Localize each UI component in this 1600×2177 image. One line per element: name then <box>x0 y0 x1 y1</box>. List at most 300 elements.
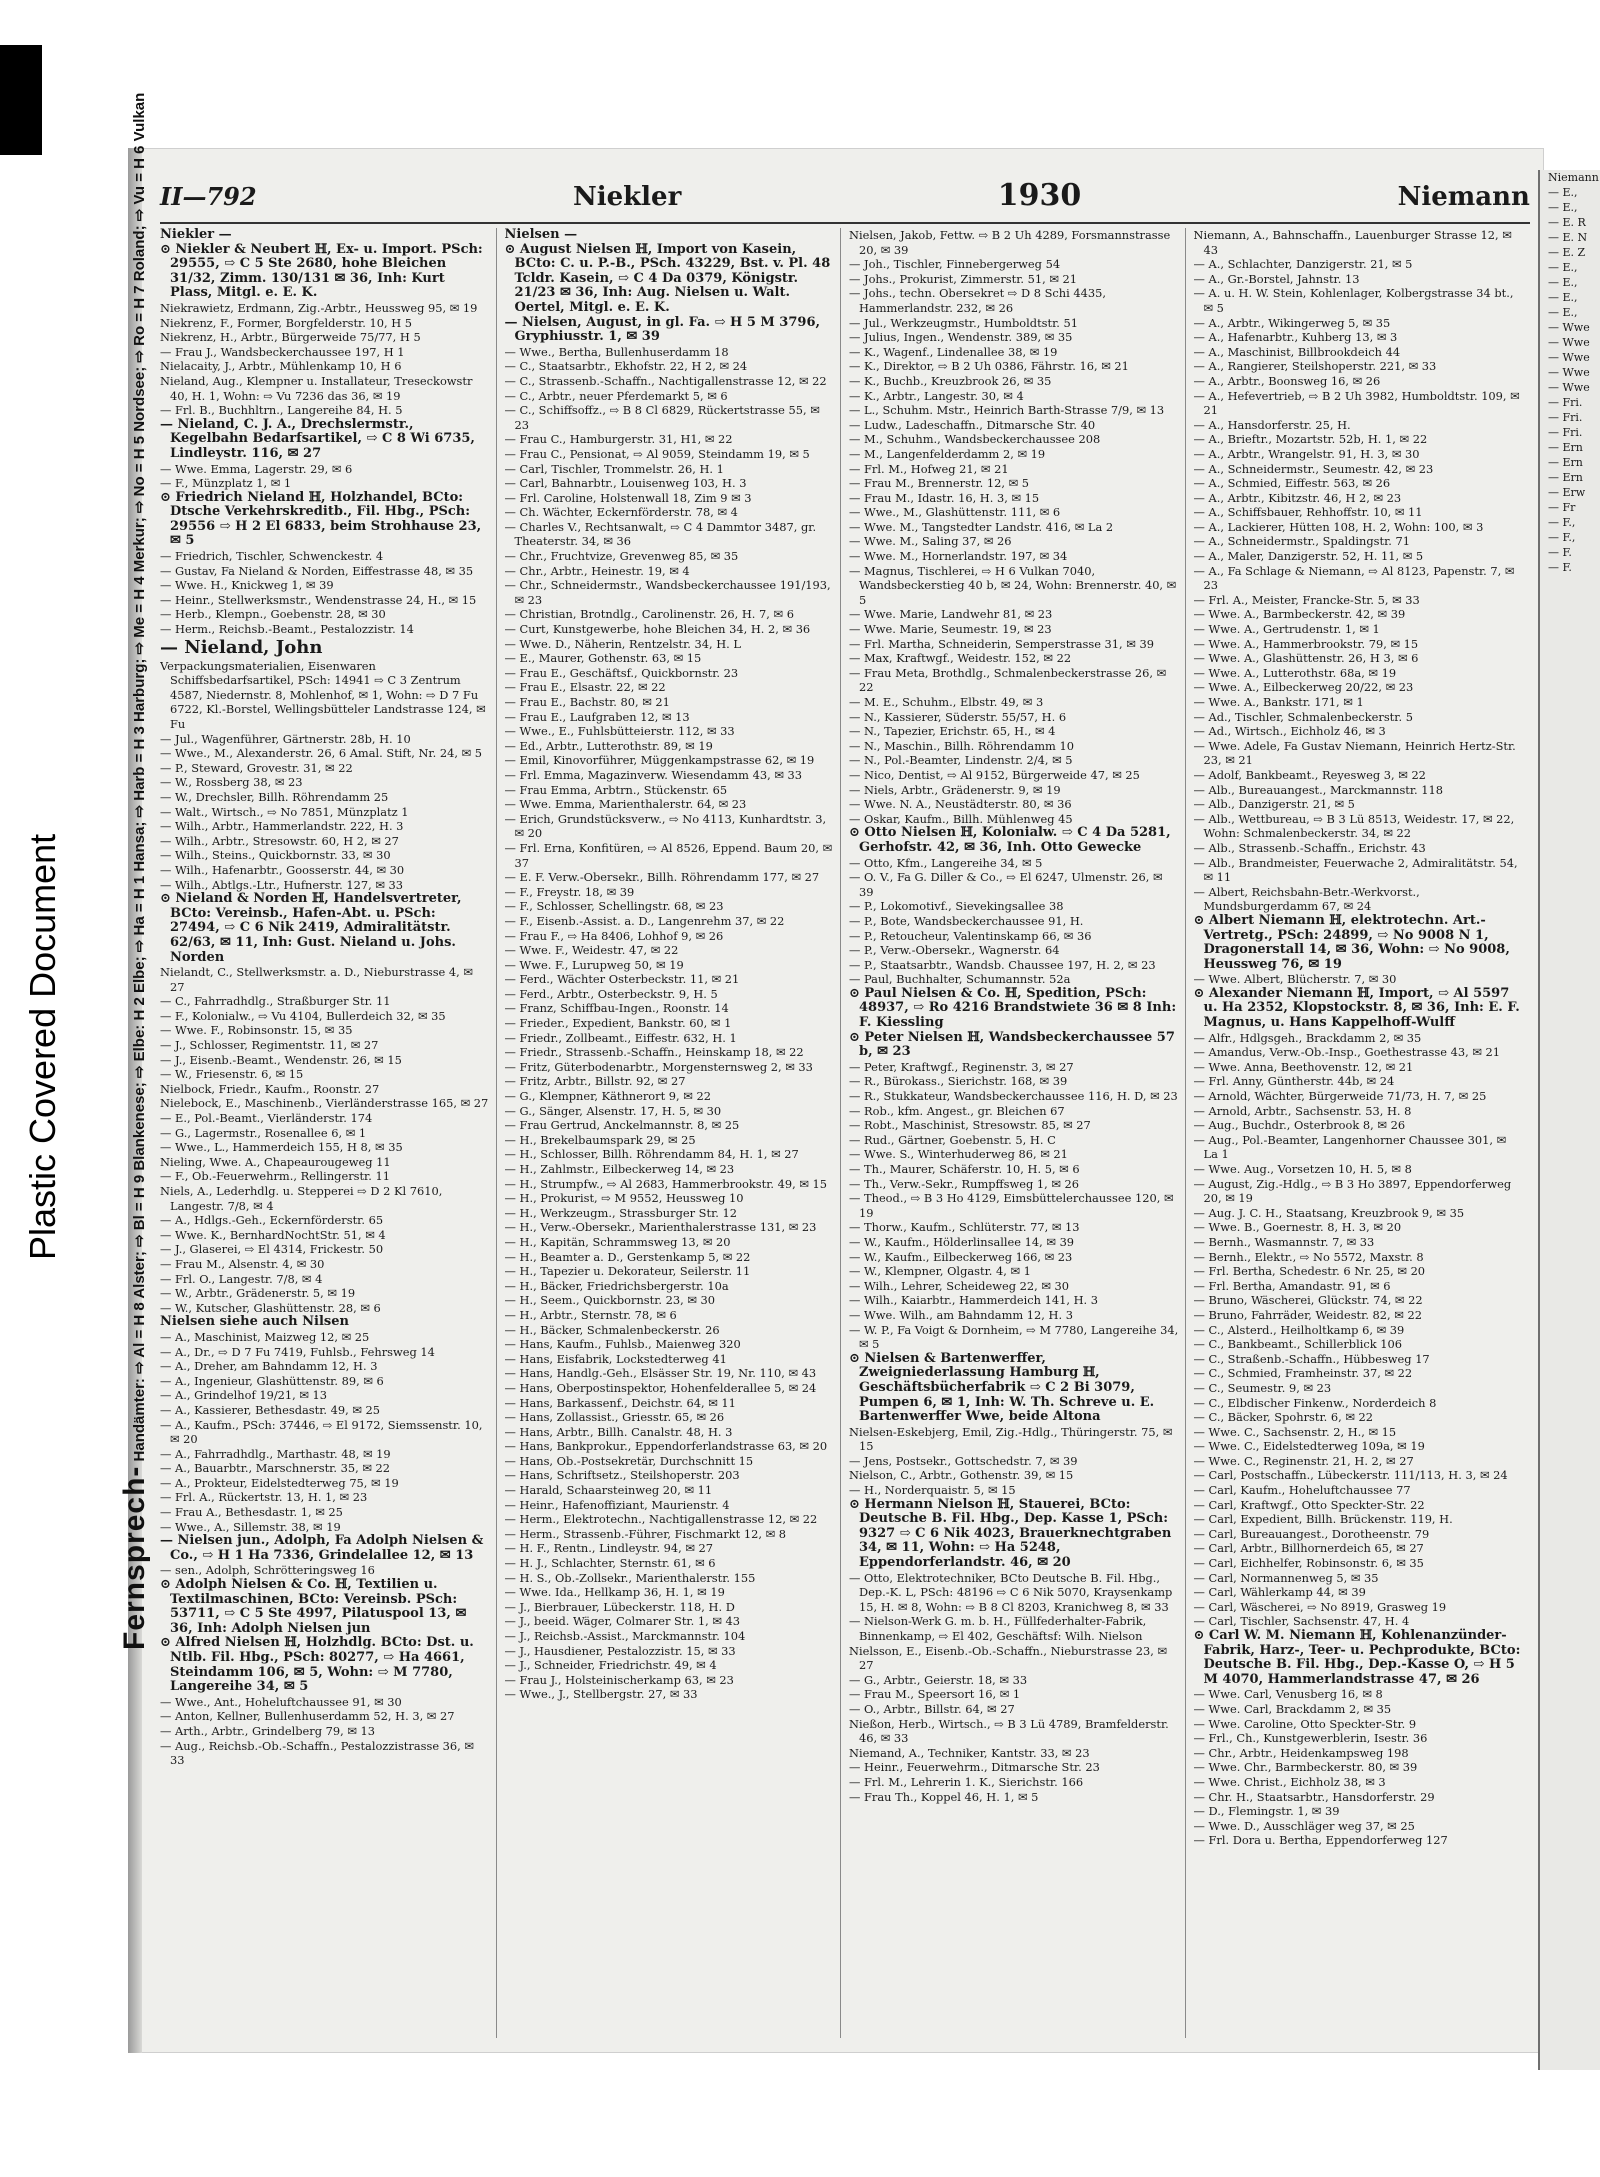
directory-entry: — M. E., Schuhm., Elbstr. 49, ✉ 3 <box>849 695 1044 709</box>
directory-entry: — Chr., Arbtr., Heinestr. 19, ✉ 4 <box>504 563 690 578</box>
directory-entry: Nielsen-Eskebjerg, Emil, Zig.-Hdlg., Thüringerstr. 75, ✉ 15 <box>849 1424 1173 1454</box>
directory-entry: — Robt., Maschinist, Stresowstr. 85, ✉ 27 <box>849 1118 1091 1133</box>
directory-entry: — Heinr., Hafenoffiziant, Maurienstr. 4 <box>504 1497 730 1512</box>
directory-entry: — O., Arbtr., Billstr. 64, ✉ 27 <box>849 1701 1015 1716</box>
directory-entry: — C., Schmied, Framheinstr. 37, ✉ 22 <box>1193 1366 1413 1381</box>
directory-entry: — H., Tapezier u. Dekorateur, Seilerstr. 11 <box>504 1264 751 1279</box>
directory-entry: — C., Bankbeamt., Schillerblick 106 <box>1193 1337 1403 1352</box>
directory-entry: — Nielsen, August, in gl. Fa. ⇨ H 5 M 3796, Gryphiusstr. 1, ✉ 39 <box>504 314 821 345</box>
directory-entry: — F., Kolonialw., ⇨ Vu 4104, Bullerdeich 32, ✉ 35 <box>160 1008 446 1023</box>
directory-entry: — Frau M., Brennerstr. 12, ✉ 5 <box>849 476 1030 491</box>
directory-entry: — Frau Th., Koppel 46, H. 1, ✉ 5 <box>849 1789 1039 1804</box>
guide-word-left: Niekler <box>572 182 682 212</box>
directory-entry: — A., Brieftr., Mozartstr. 52b, H. 1, ✉ 22 <box>1193 432 1428 447</box>
directory-entry: — A., Rangierer, Steilshoperstr. 221, ✉ 33 <box>1193 359 1437 374</box>
directory-entry: — Rob., kfm. Angest., gr. Bleichen 67 <box>849 1103 1065 1118</box>
directory-entry: — Rud., Gärtner, Goebenstr. 5, H. C <box>849 1132 1056 1147</box>
next-page-fragment: — F. <box>1548 546 1572 559</box>
directory-entry: Niekrenz, F., Former, Borgfelderstr. 10, H 5 <box>160 315 413 330</box>
directory-entry: — Alb., Strassenb.-Schaffn., Erichstr. 43 <box>1193 840 1426 855</box>
directory-entry: — F., Schlosser, Schellingstr. 68, ✉ 23 <box>504 899 724 914</box>
directory-entry: — Bernh., Wasmannstr. 7, ✉ 33 <box>1193 1234 1375 1249</box>
next-page-fragment: — F. <box>1548 561 1572 574</box>
directory-entry: — August, Zig.-Hdlg., ⇨ B 3 Ho 3897, Eppendorferweg 20, ✉ 19 <box>1193 1176 1512 1206</box>
directory-entry: — Nieland, John <box>160 636 323 658</box>
directory-entry: — Wwe. Anna, Beethovenstr. 12, ✉ 21 <box>1193 1059 1414 1074</box>
directory-entry: — Adolf, Bankbeamt., Reyesweg 3, ✉ 22 <box>1193 767 1426 782</box>
directory-entry: — Bernh., Elektr., ⇨ No 5572, Maxstr. 8 <box>1193 1249 1424 1264</box>
next-page-fragment: — Wwe <box>1548 321 1590 334</box>
directory-entry: — Wwe. Chr., Barmbeckerstr. 80, ✉ 39 <box>1193 1760 1418 1775</box>
directory-entry: — Wilh., Kaiarbtr., Hammerdeich 141, H. 3 <box>849 1293 1099 1308</box>
directory-entry: — R., Stukkateur, Wandsbeckerchaussee 116, H. D, ✉ 23 <box>849 1089 1178 1104</box>
directory-entry: — A., Hafenarbtr., Kuhberg 13, ✉ 3 <box>1193 330 1398 345</box>
scan-edge-block <box>0 45 42 155</box>
directory-entry: — A., Dreher, am Bahndamm 12, H. 3 <box>160 1359 378 1374</box>
directory-entry: — H., Bäcker, Schmalenbeckerstr. 26 <box>504 1322 720 1337</box>
directory-entry: — C., Straßenb.-Schaffn., Hübbesweg 17 <box>1193 1351 1430 1366</box>
directory-entry: — H., Zahlmstr., Eilbeckerweg 14, ✉ 23 <box>504 1162 735 1176</box>
directory-entry: — Carl, Wählerkamp 44, ✉ 39 <box>1193 1585 1366 1600</box>
next-page-fragment: — Wwe <box>1548 381 1590 394</box>
directory-entry: — A., Gr.-Borstel, Jahnstr. 13 <box>1193 271 1360 286</box>
next-page-fragment: — Fri. <box>1548 396 1583 409</box>
directory-entry: — K., Buchb., Kreuzbrook 26, ✉ 35 <box>849 373 1052 388</box>
directory-entry: — Frau F., ⇨ Ha 8406, Lohhof 9, ✉ 26 <box>504 928 724 943</box>
directory-entry: — Frau E., Bachstr. 80, ✉ 21 <box>504 695 670 709</box>
directory-entry: — Alfr., Hdlgsgeh., Brackdamm 2, ✉ 35 <box>1193 1030 1422 1045</box>
directory-entry: — Wilh., Arbtr., Hammerlandstr. 222, H. 3 <box>160 819 404 834</box>
directory-entry: Nielsen siehe auch Nilsen <box>160 1314 349 1330</box>
next-page-fragment: — E., <box>1548 261 1578 274</box>
directory-entry: — C., Strassenb.-Schaffn., Nachtigallenstrasse 12, ✉ 22 <box>504 373 827 388</box>
directory-entry: Verpackungsmaterialien, Eisenwaren Schiffsbedarfsartikel, PSch: 14941 ⇨ C 3 Zentrum 4587, Niedernstr. 8, Mohlenhof, ✉ 1, Wohn: ⇨ D 7 Fu 6722, Kl.-Borstel, Wellingsbütteler Landstrasse 124, ✉ Fu <box>160 658 486 731</box>
directory-entry: — Wwe. A., Glashüttenstr. 26, H 3, ✉ 6 <box>1193 651 1419 666</box>
directory-entry: — Frl. A., Rückertstr. 13, H. 1, ✉ 23 <box>160 1490 368 1505</box>
directory-entry: — Frl., Ch., Kunstgewerblerin, Isestr. 36 <box>1193 1731 1428 1746</box>
directory-entry: — Wwe. A., Barmbeckerstr. 42, ✉ 39 <box>1193 607 1406 622</box>
directory-entry: — Jul., Wagenführer, Gärtnerstr. 28b, H. 10 <box>160 731 411 746</box>
directory-entry: — Hans, Zollassist., Griesstr. 65, ✉ 26 <box>504 1410 725 1425</box>
directory-entry: — Hans, Bankprokur., Eppendorferlandstrasse 63, ✉ 20 <box>504 1439 828 1454</box>
directory-entry: — Friedr., Zollbeamt., Eiffestr. 632, H. 1 <box>504 1030 737 1045</box>
directory-entry: — Carl, Expedient, Billh. Brückenstr. 119, H. <box>1193 1512 1453 1527</box>
directory-entry: — Chr., Schneidermstr., Wandsbeckerchaussee 191/193, ✉ 23 <box>504 578 831 607</box>
directory-entry: — P., Steward, Grovestr. 31, ✉ 22 <box>160 760 353 775</box>
directory-entry: — A., Fa Schlage & Niemann, ⇨ Al 8123, Papenstr. 7, ✉ 23 <box>1193 563 1515 593</box>
directory-entry: — C., Seumestr. 9, ✉ 23 <box>1193 1380 1332 1395</box>
next-page-fragment: — E., <box>1548 291 1578 304</box>
directory-entry: — A., Kaufm., PSch: 37446, ⇨ El 9172, Siemssenstr. 10, ✉ 20 <box>160 1417 483 1447</box>
directory-entry: — G., Sänger, Alsenstr. 17, H. 5, ✉ 30 <box>504 1103 722 1118</box>
next-page-fragment: — Ern <box>1548 456 1583 469</box>
directory-entry: — Frau C., Hamburgerstr. 31, H1, ✉ 22 <box>504 432 733 447</box>
side-label: Plastic Covered Document <box>22 833 63 1260</box>
directory-entry: — Peter, Kraftwgf., Reginenstr. 3, ✉ 27 <box>849 1059 1074 1074</box>
directory-entry: — G., Klempner, Käthnerort 9, ✉ 22 <box>504 1089 711 1104</box>
directory-entry: Nießon, Herb., Wirtsch., ⇨ B 3 Lü 4789, Bramfelderstr. 46, ✉ 33 <box>849 1716 1169 1746</box>
directory-entry: — Frieder., Expedient, Bankstr. 60, ✉ 1 <box>504 1016 732 1031</box>
directory-entry: — Paul, Buchhalter, Schumannstr. 52a <box>849 972 1071 987</box>
directory-entry: — Julius, Ingen., Wendenstr. 389, ✉ 35 <box>849 330 1073 345</box>
directory-entry: — H. S., Ob.-Zollsekr., Marienthalerstr. 155 <box>504 1570 756 1585</box>
year: 1930 <box>997 178 1082 213</box>
directory-entry: — Hans, Kaufm., Fuhlsb., Maienweg 320 <box>504 1337 741 1352</box>
directory-entry: ⊙ Carl W. M. Niemann ℍ, Kohlenanzünder-Fabrik, Harz-, Teer- u. Pechprodukte, BCto: Deutsche B. Fil. Hbg., Dep.-Kasse O, ⇨ H 5 M 4070, Hammerlandstrasse 47, ✉ 26 <box>1193 1628 1521 1687</box>
next-page-fragment: — Erw <box>1548 486 1586 499</box>
next-page-fragment: — E. Z <box>1548 246 1586 259</box>
next-page-fragment: — E. R <box>1548 216 1586 229</box>
directory-entry: — Hans, Arbtr., Billh. Canalstr. 48, H. 3 <box>504 1424 733 1439</box>
directory-entry: — W., Klempner, Olgastr. 4, ✉ 1 <box>849 1264 1031 1279</box>
directory-entry: — Hans, Ob.-Postsekretär, Durchschnitt 15 <box>504 1453 754 1468</box>
directory-entry: — Carl, Arbtr., Billhornerdeich 65, ✉ 27 <box>1193 1541 1424 1556</box>
directory-entry: — Otto, Kfm., Langereihe 34, ✉ 5 <box>849 855 1043 870</box>
directory-entry: — Wwe., Ant., Hoheluftchaussee 91, ✉ 30 <box>160 1694 402 1709</box>
directory-entry: — Chr. H., Staatsarbtr., Hansdorferstr. 29 <box>1193 1789 1435 1804</box>
next-page-fragment: — F., <box>1548 531 1576 544</box>
directory-entry: — F., Eisenb.-Assist. a. D., Langenrehm 37, ✉ 22 <box>504 913 785 928</box>
directory-entry: — Nielsen jun., Adolph, Fa Adolph Nielsen & Co., ⇨ H 1 Ha 7336, Grindelallee 12, ✉ 13 <box>160 1533 484 1563</box>
directory-entry: — N., Tapezier, Erichstr. 65, H., ✉ 4 <box>849 724 1056 739</box>
directory-entry: — M., Schuhm., Wandsbeckerchaussee 208 <box>849 432 1101 447</box>
directory-entry: — Wwe. Emma, Lagerstr. 29, ✉ 6 <box>160 461 353 476</box>
directory-entry: — P., Lokomotivf., Sievekingsallee 38 <box>849 899 1064 914</box>
directory-entry: — Aug. J. C. H., Staatsang, Kreuzbrook 9, ✉ 35 <box>1193 1205 1465 1220</box>
next-page-fragment: — Fri. <box>1548 426 1583 439</box>
directory-entry: — Wwe., J., Stellbergstr. 27, ✉ 33 <box>504 1687 698 1702</box>
directory-entry: — Frau J., Holsteinischerkamp 63, ✉ 23 <box>504 1672 734 1687</box>
directory-entry: — W., Friesenstr. 6, ✉ 15 <box>160 1067 304 1082</box>
directory-entry: — C., Fahrradhdlg., Straßburger Str. 11 <box>160 994 391 1009</box>
directory-entry: Nieling, Wwe. A., Chapeaurougeweg 11 <box>160 1154 391 1169</box>
directory-entry: — A., Prokteur, Eidelstedterweg 75, ✉ 19 <box>160 1475 399 1490</box>
directory-entry: — Wilh., Hafenarbtr., Goosserstr. 44, ✉ 30 <box>160 862 405 877</box>
directory-entry: — C., Elbdischer Finkenw., Norderdeich 8 <box>1193 1395 1437 1410</box>
directory-entry: — Herm., Strassenb.-Führer, Fischmarkt 12, ✉ 8 <box>504 1526 787 1541</box>
directory-entry: — Johs., Prokurist, Zimmerstr. 51, ✉ 21 <box>849 271 1078 286</box>
directory-entry: — A., Schneidermstr., Seumestr. 42, ✉ 23 <box>1193 461 1434 476</box>
gutter-phone-legend <box>118 93 152 1650</box>
directory-entry: — Hans, Schriftsetz., Steilshoperstr. 203 <box>504 1468 740 1483</box>
directory-entry: — C., Arbtr., neuer Pferdemarkt 5, ✉ 6 <box>504 388 728 403</box>
next-page-fragment: — Wwe <box>1548 366 1590 379</box>
directory-entry: — Wwe. M., Saling 37, ✉ 26 <box>849 534 1012 549</box>
directory-entry: — A., Schlachter, Danzigerstr. 21, ✉ 5 <box>1193 257 1413 272</box>
directory-entry: — Arnold, Wächter, Bürgerweide 71/73, H. 7, ✉ 25 <box>1193 1089 1487 1104</box>
directory-entry: — Chr., Arbtr., Heidenkampsweg 198 <box>1193 1745 1409 1760</box>
directory-entry: — Wwe. K., BernhardNochtStr. 51, ✉ 4 <box>160 1227 386 1242</box>
directory-entry: — Amandus, Verw.-Ob.-Insp., Goethestrasse 43, ✉ 21 <box>1193 1045 1501 1060</box>
directory-entry: — Frau A., Bethesdastr. 1, ✉ 25 <box>160 1505 343 1520</box>
directory-entry: — Johs., techn. Obersekret ⇨ D 8 Schi 4435, Hammerlandstr. 232, ✉ 26 <box>849 286 1106 315</box>
directory-entry: — N., Kassierer, Süderstr. 55/57, H. 6 <box>849 709 1067 724</box>
directory-entry: — P., Bote, Wandsbeckerchaussee 91, H. <box>849 913 1084 928</box>
directory-entry: — Herm., Elektrotechn., Nachtigallenstrasse 12, ✉ 22 <box>504 1512 818 1527</box>
directory-entry: — Charles V., Rechtsanwalt, ⇨ C 4 Dammtor 3487, gr. Theaterstr. 34, ✉ 36 <box>504 519 817 549</box>
directory-entry: — F., Freystr. 18, ✉ 39 <box>504 884 635 899</box>
directory-entry: — Carl, Bureauangest., Dorotheenstr. 79 <box>1193 1526 1430 1541</box>
directory-entry: — Friedr., Strassenb.-Schaffn., Heinskamp 18, ✉ 22 <box>504 1045 804 1060</box>
directory-entry: — A., Hansdorferstr. 25, H. <box>1193 417 1351 432</box>
directory-entry: — K., Arbtr., Langestr. 30, ✉ 4 <box>849 388 1024 403</box>
directory-entry: — Alb., Wettbureau, ⇨ B 3 Lü 8513, Weidestr. 17, ✉ 22, Wohn: Schmalenbeckerstr. 34, ✉ 22 <box>1193 811 1515 841</box>
directory-entry: Niemann, A., Bahnschaffn., Lauenburger Strasse 12, ✉ 43 <box>1193 228 1512 257</box>
directory-entry: — Carl, Postschaffn., Lübeckerstr. 111/113, H. 3, ✉ 24 <box>1193 1468 1508 1483</box>
directory-entry: — A., Lackierer, Hütten 108, H. 2, Wohn: 100, ✉ 3 <box>1193 519 1484 534</box>
directory-entry: — Harald, Schaarsteinweg 20, ✉ 11 <box>504 1483 713 1498</box>
directory-entry: — M., Langenfelderdamm 2, ✉ 19 <box>849 446 1046 461</box>
next-page-fragment: — E., <box>1548 201 1578 214</box>
directory-entry: Niekrawietz, Erdmann, Zig.-Arbtr., Heussweg 95, ✉ 19 <box>160 300 478 315</box>
directory-entry: — A., Arbtr., Wikingerweg 5, ✉ 35 <box>1193 315 1391 330</box>
column-3 <box>849 228 1186 2038</box>
directory-entry: — J., Schlosser, Regimentstr. 11, ✉ 27 <box>160 1038 379 1053</box>
directory-entry: — N., Maschin., Billh. Röhrendamm 10 <box>849 738 1074 753</box>
directory-entry: Niemand, A., Techniker, Kantstr. 33, ✉ 23 <box>849 1745 1090 1760</box>
directory-entry: — H., Werkzeugm., Strassburger Str. 12 <box>504 1205 737 1220</box>
directory-entry: Niels, A., Lederhdlg. u. Stepperei ⇨ D 2 Kl 7610, Langestr. 7/8, ✉ 4 <box>160 1184 443 1213</box>
directory-entry: — A. u. H. W. Stein, Kohlenlager, Kolbergstrasse 34 bt., ✉ 5 <box>1193 286 1514 315</box>
directory-entry: — A., Maschinist, Billbrookdeich 44 <box>1193 344 1401 359</box>
directory-entry: — Wwe. Marie, Landwehr 81, ✉ 23 <box>849 607 1053 622</box>
next-page-fragment: — Fr <box>1548 501 1576 514</box>
directory-entry: — A., Arbtr., Kibitzstr. 46, H 2, ✉ 23 <box>1193 490 1402 505</box>
directory-entry: — Frau E., Laufgraben 12, ✉ 13 <box>504 709 690 724</box>
directory-entry: — H. J., Schlachter, Sternstr. 61, ✉ 6 <box>504 1556 716 1571</box>
directory-entry: — Fritz, Arbtr., Billstr. 92, ✉ 27 <box>504 1074 686 1089</box>
directory-entry: — Wwe., Bertha, Bullenhuserdamm 18 <box>504 344 729 359</box>
directory-entry: — Jul., Werkzeugmstr., Humboldtstr. 51 <box>849 315 1079 330</box>
directory-entry: — K., Wagenf., Lindenallee 38, ✉ 19 <box>849 344 1058 359</box>
directory-entry: — Frl. Anny, Güntherstr. 44b, ✉ 24 <box>1193 1074 1395 1089</box>
directory-entry: — H., Arbtr., Sternstr. 78, ✉ 6 <box>504 1307 677 1322</box>
directory-entry: — Wwe., E., Fuhlsbütteierstr. 112, ✉ 33 <box>504 724 735 739</box>
directory-entry: — Ferd., Wächter Osterbeckstr. 11, ✉ 21 <box>504 972 740 987</box>
directory-entry: — A., Arbtr., Boonsweg 16, ✉ 26 <box>1193 373 1381 388</box>
directory-entry: — J., Glaserei, ⇨ El 4314, Frickestr. 50 <box>160 1242 384 1257</box>
next-page-fragment: — Ern <box>1548 471 1583 484</box>
directory-entry: — Wwe. Caroline, Otto Speckter-Str. 9 <box>1193 1716 1417 1731</box>
directory-entry: — Wwe. Wilh., am Bahndamm 12, H. 3 <box>849 1307 1073 1322</box>
directory-entry: — Frl. Martha, Schneiderin, Semperstrasse 31, ✉ 39 <box>849 636 1154 651</box>
directory-entry: ⊙ August Nielsen ℍ, Import von Kasein, BCto: C. u. P.-B., PSch. 43229, Bst. v. Pl. 48 Tcldr. Kasein, ⇨ C 4 Da 0379, Königstr. 21/23 ✉ 36, Inh: Aug. Nielsen u. Walt. Oertel, Mitgl. e. E. K. <box>504 241 831 315</box>
directory-entry: — A., Schmied, Eiffestr. 563, ✉ 26 <box>1193 476 1391 491</box>
directory-entry: — Bruno, Wäscherei, Glückstr. 74, ✉ 22 <box>1193 1293 1423 1308</box>
directory-entry: — Frl. B., Buchhltrn., Langereihe 84, H. 5 <box>160 403 403 418</box>
directory-entry: ⊙ Peter Nielsen ℍ, Wandsbeckerchaussee 57 b, ✉ 23 <box>849 1029 1175 1060</box>
directory-entry: — Hans, Barkassenf., Deichstr. 64, ✉ 11 <box>504 1395 736 1410</box>
next-page-fragment: — F., <box>1548 516 1576 529</box>
directory-entry: — E., Pol.-Beamt., Vierländerstr. 174 <box>160 1111 373 1126</box>
directory-entry: ⊙ Alfred Nielsen ℍ, Holzhdlg. BCto: Dst. u. Ntlb. Fil. Hbg., PSch: 80277, ⇨ Ha 4661, Steindamm 106, ✉ 5, Wohn: ⇨ M 7780, Langereihe 34, ✉ 5 <box>160 1635 474 1695</box>
directory-entry: — Hans, Eisfabrik, Lockstedterweg 41 <box>504 1351 727 1366</box>
directory-entry: — A., Kassierer, Bethesdastr. 49, ✉ 25 <box>160 1402 381 1417</box>
directory-entry: ⊙ Otto Nielsen ℍ, Kolonialw. ⇨ C 4 Da 5281, Gerhofstr. 42, ✉ 36, Inh. Otto Gewecke <box>849 825 1171 855</box>
directory-entry: — Nieland, C. J. A., Drechslermstr., Kegelbahn Bedarfsartikel, ⇨ C 8 Wi 6735, Lindleystr. 116, ✉ 27 <box>160 416 475 461</box>
directory-entry: — A., Hdlgs.-Geh., Eckernförderstr. 65 <box>160 1213 384 1228</box>
directory-entry: — Arth., Arbtr., Grindelberg 79, ✉ 13 <box>160 1723 376 1738</box>
directory-entry: — Wilh., Lehrer, Scheideweg 22, ✉ 30 <box>849 1278 1069 1293</box>
directory-entry: ⊙ Niekler & Neubert ℍ, Ex- u. Import. PSch: 29555, ⇨ C 5 Ste 2680, hohe Bleichen 31/32, Zimm. 130/131 ✉ 36, Inh: Kurt Plass, Mitgl. e. E. K. <box>160 241 483 301</box>
directory-entry: — Gustav, Fa Nieland & Norden, Eiffestrasse 48, ✉ 35 <box>160 563 474 578</box>
directory-entry: ⊙ Hermann Nielson ℍ, Stauerei, BCto: Deutsche B. Fil. Hbg., Dep. Kasse 1, PSch: 9327 ⇨ C 6 Nik 4023, Brauerknechtgraben 34, ✉ 11, Wohn: ⇨ Ha 5248, Eppendorferlandstr. 46, ✉ 20 <box>849 1496 1172 1571</box>
directory-entry: — Th., Maurer, Schäferstr. 10, H. 5, ✉ 6 <box>849 1162 1080 1176</box>
directory-entry: — Ad., Wirtsch., Eichholz 46, ✉ 3 <box>1193 724 1386 739</box>
directory-entry: — Nico, Dentist, ⇨ Al 9152, Bürgerweide 47, ✉ 25 <box>849 767 1140 782</box>
directory-entry: — Wwe. D., Näherin, Rentzelstr. 34, H. L <box>504 636 741 651</box>
directory-entry: — Carl, Bahnarbtr., Louisenweg 103, H. 3 <box>504 476 747 491</box>
directory-entry: Nielbock, Friedr., Kaufm., Roonstr. 27 <box>160 1081 380 1096</box>
directory-entry: — Ferd., Arbtr., Osterbeckstr. 9, H. 5 <box>504 986 718 1001</box>
directory-entry: — Carl, Tischler, Trommelstr. 26, H. 1 <box>504 461 724 476</box>
directory-entry: — Herm., Reichsb.-Beamt., Pestalozzistr. 14 <box>160 622 414 637</box>
page-number: II—792 <box>160 182 257 211</box>
directory-entry: Nielson, C., Arbtr., Gothenstr. 39, ✉ 15 <box>849 1468 1074 1483</box>
directory-entry: Nielsson, E., Eisenb.-Ob.-Schaffn., Nieburstrasse 23, ✉ 27 <box>849 1643 1168 1673</box>
directory-entry: — J., Bierbrauer, Lübeckerstr. 118, H. D <box>504 1599 735 1614</box>
page-header <box>160 178 1530 218</box>
directory-entry: — G., Arbtr., Geierstr. 18, ✉ 33 <box>849 1672 1028 1687</box>
directory-entry: — Friedrich, Tischler, Schwenckestr. 4 <box>160 549 384 564</box>
directory-entry: — H., Prokurist, ⇨ M 9552, Heussweg 10 <box>504 1191 744 1206</box>
directory-entry: — Wwe. M., Hornerlandstr. 197, ✉ 34 <box>849 549 1068 564</box>
directory-entry: — Albert, Reichsbahn-Betr.-Werkvorst., Mundsburgerdamm 67, ✉ 24 <box>1193 884 1420 914</box>
directory-entry: — Wwe. Christ., Eichholz 38, ✉ 3 <box>1193 1774 1386 1789</box>
directory-entry: — H., Schlosser, Billh. Röhrendamm 84, H. 1, ✉ 27 <box>504 1147 799 1162</box>
directory-entry: — Bruno, Fahrräder, Weidestr. 82, ✉ 22 <box>1193 1307 1422 1322</box>
directory-entry: — Carl, Kaufm., Hoheluftchaussee 77 <box>1193 1483 1411 1498</box>
column-4 <box>1194 228 1531 2038</box>
directory-entry: — Frl. O., Langestr. 7/8, ✉ 4 <box>160 1271 323 1286</box>
directory-entry: — Wwe. D., Ausschläger weg 37, ✉ 25 <box>1193 1818 1415 1833</box>
directory-entry: — Frl. Caroline, Holstenwall 18, Zim 9 ✉ 3 <box>504 490 752 505</box>
directory-entry: — H., Bäcker, Friedrichsbergerstr. 10a <box>504 1278 729 1293</box>
directory-entry: — C., Alsterd., Heilholtkamp 6, ✉ 39 <box>1193 1322 1405 1337</box>
directory-entry: Nielsen, Jakob, Fettw. ⇨ B 2 Uh 4289, Forsmannstrasse 20, ✉ 39 <box>849 228 1171 257</box>
directory-entry: — Wwe. H., Knickweg 1, ✉ 39 <box>160 578 334 593</box>
directory-entry: — Curt, Kunstgewerbe, hohe Bleichen 34, H. 2, ✉ 36 <box>504 622 811 637</box>
directory-entry: — Carl, Eichhelfer, Robinsonstr. 6, ✉ 35 <box>1193 1556 1424 1571</box>
directory-entry: Nielandt, C., Stellwerksmstr. a. D., Nieburstrasse 4, ✉ 27 <box>160 965 473 994</box>
directory-entry: ⊙ Albert Niemann ℍ, elektrotechn. Art.-Vertretg., PSch: 24899, ⇨ No 9008 N 1, Dragonerstall 14, ✉ 36, Wohn: ⇨ No 9008, Heussweg 76, ✉ 19 <box>1193 912 1510 972</box>
directory-entry: Nielebock, E., Maschinenb., Vierländerstrasse 165, ✉ 27 <box>160 1096 489 1111</box>
next-page-fragment: — E. N <box>1548 231 1588 244</box>
directory-entry: — Carl, Kraftwgf., Otto Speckter-Str. 22 <box>1193 1497 1425 1512</box>
directory-entry: — Walt., Wirtsch., ⇨ No 7851, Münzplatz 1 <box>160 804 409 819</box>
directory-entry: — A., Bauarbtr., Marschnerstr. 35, ✉ 22 <box>160 1461 390 1476</box>
directory-entry: — R., Bürokass., Sierichstr. 168, ✉ 39 <box>849 1074 1068 1089</box>
directory-entry: — Frau M., Idastr. 16, H. 3, ✉ 15 <box>849 490 1040 505</box>
columns-container <box>160 228 1530 2038</box>
directory-entry: — Wilh., Steins., Quickbornstr. 33, ✉ 30 <box>160 848 391 863</box>
directory-entry: — Wwe. Marie, Seumestr. 19, ✉ 23 <box>849 622 1052 637</box>
directory-entry: — A., Maler, Danzigerstr. 52, H. 11, ✉ 5 <box>1193 549 1424 564</box>
directory-entry: — W., Drechsler, Billh. Röhrendamm 25 <box>160 789 389 804</box>
directory-entry: — J., beeid. Wäger, Colmarer Str. 1, ✉ 43 <box>504 1614 741 1629</box>
directory-entry: — H., Brekelbaumspark 29, ✉ 25 <box>504 1132 696 1147</box>
directory-entry: — Wwe. C., Reginenstr. 21, H. 2, ✉ 27 <box>1193 1453 1414 1468</box>
directory-entry: — H., Norderquaistr. 5, ✉ 15 <box>849 1483 1016 1498</box>
directory-entry: — P., Retoucheur, Valentinskamp 66, ✉ 36 <box>849 928 1092 943</box>
directory-entry: — G., Lagermstr., Rosenallee 6, ✉ 1 <box>160 1125 367 1140</box>
directory-entry: — Wwe. S., Winterhuderweg 86, ✉ 21 <box>849 1147 1068 1162</box>
directory-entry: — Wwe. F., Lurupweg 50, ✉ 19 <box>504 957 684 972</box>
next-page-fragment: Niemann <box>1548 171 1599 184</box>
directory-entry: — Ad., Tischler, Schmalenbeckerstr. 5 <box>1193 709 1413 724</box>
directory-entry: — E., Maurer, Gothenstr. 63, ✉ 15 <box>504 651 702 666</box>
gutter-amter: Handämter: <box>131 1378 148 1462</box>
directory-entry: — Magnus, Tischlerei, ⇨ H 6 Vulkan 7040, Wandsbeckerstieg 40 b, ✉ 24, Wohn: Brennerstr. 40, ✉ 5 <box>849 563 1177 607</box>
gutter-prefix: Fernsprech- <box>118 1465 151 1650</box>
directory-entry: — A., Schneidermstr., Spaldingstr. 71 <box>1193 534 1411 549</box>
next-page-fragment: — E., <box>1548 276 1578 289</box>
directory-entry: — A., Fahrradhdlg., Marthastr. 48, ✉ 19 <box>160 1446 391 1461</box>
directory-entry: — Wwe. A., Eilbeckerweg 20/22, ✉ 23 <box>1193 680 1414 695</box>
directory-entry: Nieland, Aug., Klempner u. Installateur, Treseckowstr 40, H. 1, Wohn: ⇨ Vu 7236 das 36, ✉ 19 <box>160 373 473 403</box>
directory-entry: — Franz, Schiffbau-Ingen., Roonstr. 14 <box>504 1001 729 1016</box>
directory-entry: — Hans, Oberpostinspektor, Hohenfelderallee 5, ✉ 24 <box>504 1380 817 1395</box>
directory-entry: — A., Ingenieur, Glashüttenstr. 89, ✉ 6 <box>160 1373 384 1388</box>
directory-entry: — Wwe., M., Alexanderstr. 26, 6 Amal. Stift, Nr. 24, ✉ 5 <box>160 746 483 761</box>
directory-entry: ⊙ Nielsen & Bartenwerffer, Zweigniederlassung Hamburg ℍ, Geschäftsbücherfabrik ⇨ C 2 Bi 3079, Pumpen 6, ✉ 1, Inh: W. Th. Schreve u. E. Bartenwerffer Wwe, beide Altona <box>849 1350 1155 1425</box>
header-rule <box>160 222 1530 224</box>
directory-entry: ⊙ Friedrich Nieland ℍ, Holzhandel, BCto: Dtsche Verkehrskreditb., Fil. Hbg., PSch: 29556 ⇨ H 2 El 6833, beim Strohhause 23, ✉ 5 <box>160 489 482 549</box>
directory-entry: — Frau Gertrud, Anckelmannstr. 8, ✉ 25 <box>504 1118 740 1133</box>
directory-entry: — H. F., Rentn., Lindleystr. 94, ✉ 27 <box>504 1541 714 1556</box>
directory-entry: — Niels, Arbtr., Grädenerstr. 9, ✉ 19 <box>849 782 1061 797</box>
directory-entry: — Carl, Wäscherei, ⇨ No 8919, Grasweg 19 <box>1193 1599 1447 1614</box>
directory-entry: ⊙ Adolph Nielsen & Co. ℍ, Textilien u. Textilmaschinen, BCto: Vereinsb. PSch: 53711, ⇨ C 5 Ste 4997, Pilatuspool 13, ✉ 36, Inh: Adolph Nielsen jun <box>160 1577 467 1636</box>
directory-entry: — Erich, Grundstücksverw., ⇨ No 4113, Kunhardtstr. 3, ✉ 20 <box>504 811 827 841</box>
directory-entry: — Hans, Handlg.-Geh., Elsässer Str. 19, Nr. 110, ✉ 43 <box>504 1366 817 1381</box>
directory-entry: — W., Kaufm., Eilbeckerweg 166, ✉ 23 <box>849 1249 1073 1264</box>
directory-entry: — P., Verw.-Obersekr., Wagnerstr. 64 <box>849 943 1060 958</box>
directory-entry: — A., Arbtr., Wrangelstr. 91, H. 3, ✉ 30 <box>1193 446 1420 461</box>
directory-entry: Niekrenz, H., Arbtr., Bürgerweide 75/77, H 5 <box>160 330 421 345</box>
directory-entry: — Wwe., A., Sillemstr. 38, ✉ 19 <box>160 1519 341 1534</box>
directory-entry: — Wwe. Aug., Vorsetzen 10, H. 5, ✉ 8 <box>1193 1162 1412 1176</box>
next-page-edge <box>1538 170 1600 2070</box>
directory-entry: — H., Seem., Quickbornstr. 23, ✉ 30 <box>504 1293 716 1308</box>
column-1 <box>160 228 497 2038</box>
directory-entry: — H., Verw.-Obersekr., Marienthalerstrasse 131, ✉ 23 <box>504 1220 817 1235</box>
directory-entry: — Frau J., Wandsbeckerchaussee 197, H 1 <box>160 344 405 359</box>
directory-entry: — A., Dr., ⇨ D 7 Fu 7419, Fuhlsb., Fehrsweg 14 <box>160 1344 435 1359</box>
directory-entry: — Frau E., Elsastr. 22, ✉ 22 <box>504 680 666 695</box>
directory-entry: — W., Arbtr., Grädenerstr. 5, ✉ 19 <box>160 1286 356 1301</box>
directory-entry: — A., Grindelhof 19/21, ✉ 13 <box>160 1388 328 1403</box>
directory-entry: — F., Ob.-Feuerwehrm., Rellingerstr. 11 <box>160 1169 390 1184</box>
directory-entry: — Wwe. Carl, Brackdamm 2, ✉ 35 <box>1193 1701 1392 1716</box>
directory-entry: — Jens, Postsekr., Gottschedstr. 7, ✉ 39 <box>849 1453 1078 1468</box>
directory-entry: — Carl, Tischler, Sachsenstr. 47, H. 4 <box>1193 1614 1410 1629</box>
directory-entry: — L., Schuhm. Mstr., Heinrich Barth-Strasse 7/9, ✉ 13 <box>849 403 1165 418</box>
directory-entry: — Christian, Brotndlg., Carolinenstr. 26, H. 7, ✉ 6 <box>504 607 794 622</box>
directory-entry: — O. V., Fa G. Diller & Co., ⇨ El 6247, Ulmenstr. 26, ✉ 39 <box>849 870 1163 899</box>
directory-entry: Nielacaity, J., Arbtr., Mühlenkamp 10, H 6 <box>160 359 402 374</box>
directory-entry: — Ludw., Ladeschaffn., Ditmarsche Str. 40 <box>849 417 1096 432</box>
directory-entry: — Arnold, Arbtr., Sachsenstr. 53, H. 8 <box>1193 1103 1412 1118</box>
directory-entry: — W. P., Fa Voigt & Dornheim, ⇨ M 7780, Langereihe 34, ✉ 5 <box>849 1322 1179 1352</box>
directory-entry: — Oskar, Kaufm., Billh. Mühlenweg 45 <box>849 811 1073 826</box>
directory-entry: — N., Pol.-Beamter, Lindenstr. 2/4, ✉ 5 <box>849 753 1073 768</box>
directory-entry: — Frl. M., Lehrerin 1. K., Sierichstr. 166 <box>849 1774 1084 1789</box>
directory-entry: Nielsen — <box>504 228 578 242</box>
directory-entry: — Wwe. Emma, Marienthalerstr. 64, ✉ 23 <box>504 797 747 812</box>
directory-entry: — Wwe. A., Gertrudenstr. 1, ✉ 1 <box>1193 622 1380 637</box>
next-page-fragment: — Fri. <box>1548 411 1583 424</box>
